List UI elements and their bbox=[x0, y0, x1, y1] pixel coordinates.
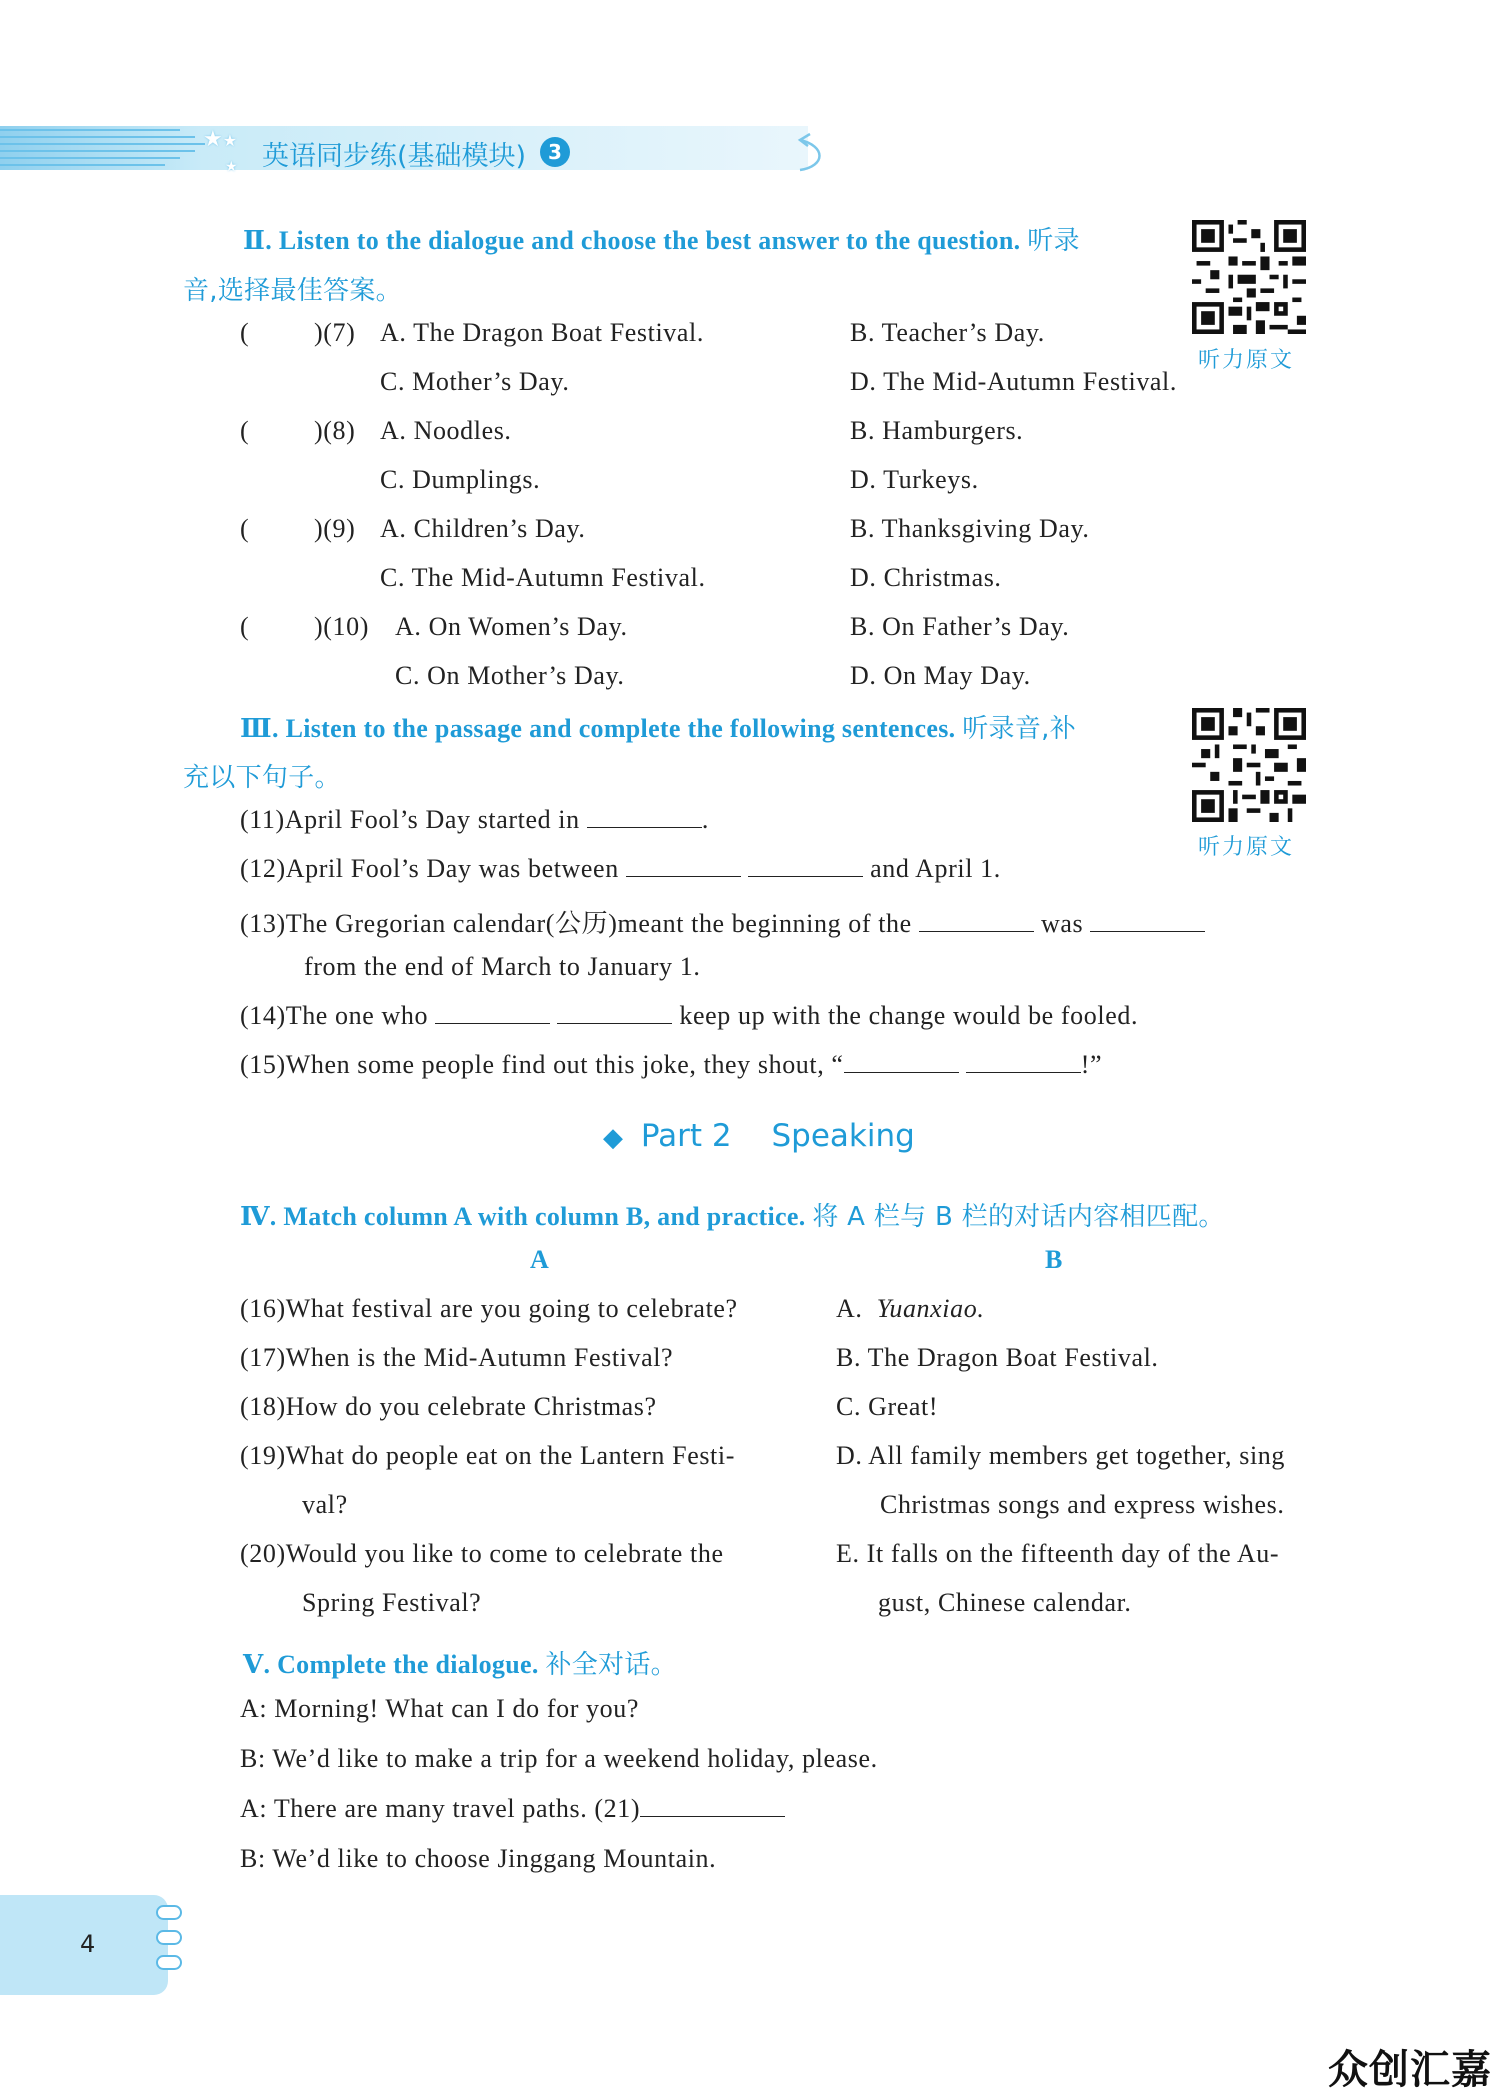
q12-blank-2[interactable] bbox=[748, 854, 863, 877]
q8-number: )(8) bbox=[314, 416, 356, 445]
answer-d: D. All family members get together, sing bbox=[836, 1441, 1285, 1470]
section3-instruction-cn-a: 听录音,补 bbox=[962, 714, 1076, 744]
q16: (16)What festival are you going to celebrate? bbox=[240, 1294, 738, 1323]
q9-paren: ( bbox=[240, 514, 250, 543]
section4-instruction-cn: 将 A 栏与 B 栏的对话内容相匹配。 bbox=[812, 1202, 1225, 1232]
q14: (14)The one who keep up with the change would be fooled. bbox=[240, 1001, 1139, 1030]
q20-cont: Spring Festival? bbox=[302, 1588, 482, 1617]
q20: (20)Would you like to come to celebrate the bbox=[240, 1539, 724, 1568]
dialogue-line-3: A: There are many travel paths. (21) bbox=[240, 1794, 785, 1824]
q13-blank-1[interactable] bbox=[919, 909, 1034, 932]
qr-code-icon-2[interactable] bbox=[1192, 708, 1306, 822]
part2-title: Speaking bbox=[771, 1118, 915, 1154]
q14-blank-2[interactable] bbox=[557, 1001, 672, 1024]
answer-a: A. Yuanxiao. bbox=[836, 1294, 985, 1323]
stars-icon: ★★ ★ bbox=[203, 126, 238, 175]
answer-e-cont: gust, Chinese calendar. bbox=[878, 1588, 1132, 1617]
q8-option-c: C. Dumplings. bbox=[380, 465, 541, 494]
q19-cont: val? bbox=[302, 1490, 348, 1519]
q11-blank[interactable] bbox=[587, 805, 702, 828]
section5-instruction bbox=[243, 1644, 677, 1681]
q10-option-c: C. On Mother’s Day. bbox=[395, 661, 625, 690]
volume-badge-number: 3 bbox=[548, 140, 562, 164]
q12-blank-1[interactable] bbox=[626, 854, 741, 877]
section3-numeral: Ⅲ. bbox=[240, 714, 279, 743]
q15: (15)When some people find out this joke, they shout, “ !” bbox=[240, 1050, 1103, 1079]
answer-b: B. The Dragon Boat Festival. bbox=[836, 1343, 1159, 1372]
qr-code-icon[interactable] bbox=[1192, 220, 1306, 334]
section3-instruction bbox=[240, 708, 1076, 745]
answer-c: C. Great! bbox=[836, 1392, 939, 1421]
q8-option-d: D. Turkeys. bbox=[850, 465, 979, 494]
q9-option-d: D. Christmas. bbox=[850, 563, 1002, 592]
q13-blank-2[interactable] bbox=[1090, 909, 1205, 932]
q10-option-b: B. On Father’s Day. bbox=[850, 612, 1070, 641]
q8-option-b: B. Hamburgers. bbox=[850, 416, 1024, 445]
q10-paren: ( bbox=[240, 612, 250, 641]
dialogue-line-4: B: We’d like to choose Jinggang Mountain. bbox=[240, 1844, 717, 1873]
volume-badge bbox=[540, 137, 570, 167]
q11: (11)April Fool’s Day started in . bbox=[240, 805, 709, 834]
watermark: 众创汇嘉 bbox=[1328, 2047, 1492, 2093]
q13: (13)The Gregorian calendar(公历)meant the beginning of the was bbox=[240, 903, 1205, 940]
q21-blank[interactable] bbox=[640, 1794, 785, 1817]
section5-instruction-cn: 补全对话。 bbox=[545, 1650, 677, 1680]
section2-instruction-cn-b: 音,选择最佳答案。 bbox=[183, 276, 402, 306]
q8-paren: ( bbox=[240, 416, 250, 445]
section3-instruction-cn-b: 充以下句子。 bbox=[183, 763, 341, 793]
q15-blank-1[interactable] bbox=[844, 1050, 959, 1073]
q10-option-a: A. On Women’s Day. bbox=[395, 612, 628, 641]
section2-instruction-cn-a: 听录 bbox=[1027, 226, 1080, 256]
q10-number: )(10) bbox=[314, 612, 369, 641]
q7-option-d: D. The Mid-Autumn Festival. bbox=[850, 367, 1177, 396]
q8-option-a: A. Noodles. bbox=[380, 416, 512, 445]
dialogue-line-1: A: Morning! What can I do for you? bbox=[240, 1694, 639, 1723]
part2-label: Part 2 bbox=[640, 1118, 732, 1154]
q17: (17)When is the Mid-Autumn Festival? bbox=[240, 1343, 674, 1372]
q9-option-c: C. The Mid-Autumn Festival. bbox=[380, 563, 706, 592]
qr-caption-2: 听力原文 bbox=[1198, 835, 1295, 860]
q9-number: )(9) bbox=[314, 514, 356, 543]
q9-option-a: A. Children’s Day. bbox=[380, 514, 586, 543]
answer-d-cont: Christmas songs and express wishes. bbox=[880, 1490, 1285, 1519]
q7-option-b: B. Teacher’s Day. bbox=[850, 318, 1045, 347]
q18: (18)How do you celebrate Christmas? bbox=[240, 1392, 657, 1421]
q10-option-d: D. On May Day. bbox=[850, 661, 1031, 690]
diamond-icon: ◆ bbox=[603, 1123, 623, 1153]
section4-numeral: Ⅳ. bbox=[240, 1202, 277, 1231]
section2-instruction-en: Listen to the dialogue and choose the best answer to the question. bbox=[278, 226, 1021, 255]
page-number: 4 bbox=[80, 1930, 96, 1958]
q7-option-a: A. The Dragon Boat Festival. bbox=[380, 318, 704, 347]
section4-instruction bbox=[240, 1196, 1225, 1233]
book-title-text: 英语同步练(基础模块) bbox=[262, 141, 527, 172]
qr-caption: 听力原文 bbox=[1198, 348, 1295, 373]
answer-e: E. It falls on the fifteenth day of the Au- bbox=[836, 1539, 1280, 1568]
binder-rings-icon bbox=[156, 1905, 182, 1970]
q9-option-b: B. Thanksgiving Day. bbox=[850, 514, 1090, 543]
q7-number: )(7) bbox=[314, 318, 356, 347]
section5-numeral: Ⅴ. bbox=[243, 1650, 271, 1679]
part2-heading bbox=[603, 1118, 915, 1154]
section3-instruction-en: Listen to the passage and complete the following sentences. bbox=[285, 714, 956, 743]
q7-paren: ( bbox=[240, 318, 250, 347]
section2-numeral: Ⅱ. bbox=[243, 226, 273, 255]
q19: (19)What do people eat on the Lantern Festi- bbox=[240, 1441, 735, 1470]
column-a-header: A bbox=[530, 1245, 550, 1274]
book-title bbox=[262, 134, 526, 173]
dialogue-line-2: B: We’d like to make a trip for a weekend holiday, please. bbox=[240, 1744, 878, 1773]
q14-blank-1[interactable] bbox=[435, 1001, 550, 1024]
q13-line2: from the end of March to January 1. bbox=[304, 952, 701, 981]
section2-instruction bbox=[243, 220, 1080, 257]
q15-blank-2[interactable] bbox=[966, 1050, 1081, 1073]
q7-option-c: C. Mother’s Day. bbox=[380, 367, 570, 396]
section5-instruction-en: Complete the dialogue. bbox=[277, 1650, 539, 1679]
section4-instruction-en: Match column A with column B, and practice. bbox=[283, 1202, 806, 1231]
column-b-header: B bbox=[1045, 1245, 1063, 1274]
q12: (12)April Fool’s Day was between and April 1. bbox=[240, 854, 1001, 883]
